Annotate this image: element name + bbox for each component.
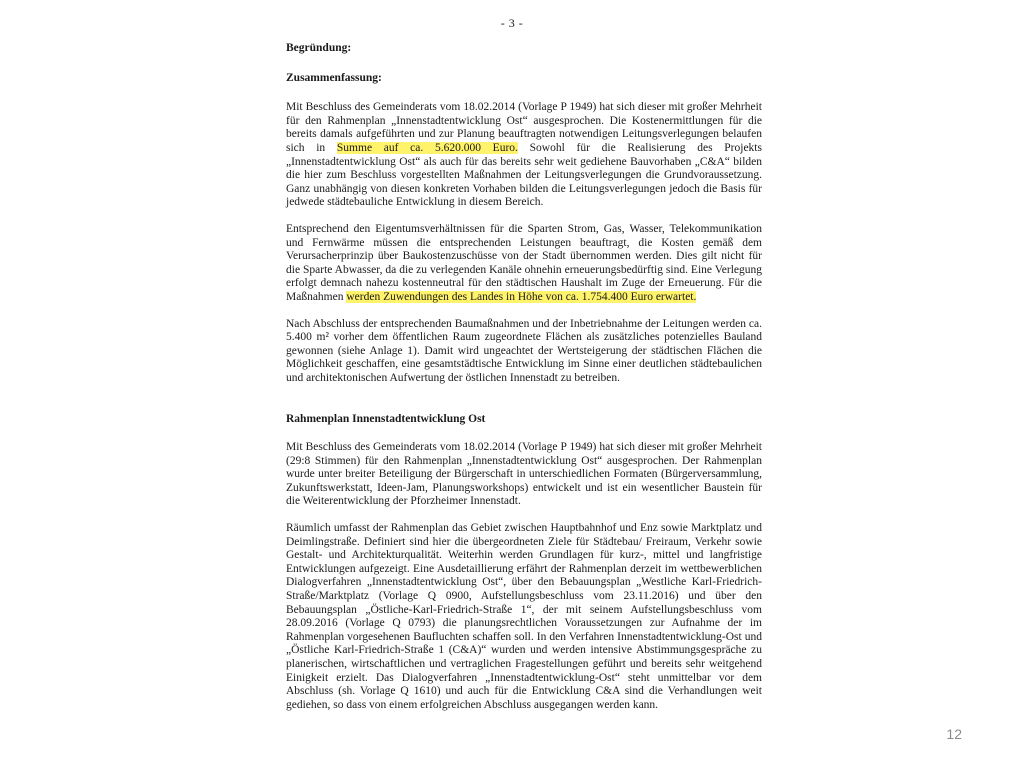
paragraph-summary-text-b: Sowohl für die Realisierung des Projekts „Innenstadtentwicklung Ost“ als auch für das bereits sehr weit gediehene Bauvorhaben „C&A“ bilden die hier zum Beschluss vorgestellten Maßnahmen der Leitungsverlegungen die Grundvoraussetzung. Ganz unabhängig von diesen konkreten Vorhaben bilden die Leitungsverlegungen jedoch die Basis für jedwede städtebauliche Entwicklung in diesem Bereich.: [286, 141, 762, 209]
paragraph-rahmenplan-decision: Mit Beschluss des Gemeinderats vom 18.02.2014 (Vorlage P 1949) hat sich dieser mit großer Mehrheit (29:8 Stimmen) für den Rahmenplan „Innenstadtentwicklung Ost“ ausgesprochen. Der Rahmenplan wurde unter breiter Beteiligung der Bürgerschaft in unterschiedlichen Formaten (Bürgerversammlung, Zukunftswerkstatt, Ideen-Jam, Planungsworkshops) entwickelt und ist ein wesentlicher Baustein für die Weiterentwicklung der Pforzheimer Innenstadt.: [286, 441, 762, 508]
heading-zusammenfassung: Zusammenfassung:: [286, 71, 382, 84]
page-number: - 3 -: [500, 16, 524, 30]
paragraph-rahmenplan-scope: Räumlich umfasst der Rahmenplan das Gebiet zwischen Hauptbahnhof und Enz sowie Marktplatz und Deimlingstraße. Definiert sind hier die übergeordneten Ziele für Städtebau/ Freiraum, Verkehr sowie Gestalt- und Architekturqualität. Weiterhin werden Grundlagen für kurz-, mittel und langfristige Entwicklungen aufgezeigt. Eine Ausdetaillierung erfährt der Rahmenplan derzeit im wettbewerblichen Dialogverfahren „Innenstadtentwicklung Ost“, über den Bebauungsplan „Westliche Karl-Friedrich-Straße/Marktplatz (Vorlage Q 0900, Aufstellungsbeschluss vom 23.11.2016) und über den Bebauungsplan „Östliche-Karl-Friedrich-Straße 1“, der mit seinem Aufstellungsbeschluss vom 28.09.2016 (Vorlage Q 0793) die planungsrechtlichen Voraussetzungen zur Aufnahme der im Rahmenplan vorgesehenen Baufluchten schaffen soll. In den Verfahren Innenstadtentwicklung-Ost und „Östliche Karl-Friedrich-Straße 1 (C&A)“ wurden und werden intensive Abstimmungsgespräche zu planerischen, wirtschaftlichen und vertraglichen Fragestellungen geführt und bereits sehr weitgehend Einigkeit erzielt. Das Dialogverfahren „Innenstadtentwicklung-Ost“ steht unmittelbar vor dem Abschluss (sh. Vorlage Q 1610) und auch für die Entwicklung C&A sind die Verhandlungen weit gediehen, so dass von einem erfolgreichen Abschluss ausgegangen werden kann.: [286, 522, 762, 711]
paragraph-building-land: Nach Abschluss der entsprechenden Baumaßnahmen und der Inbetriebnahme der Leitungen werden ca. 5.400 m² vorher dem öffentlichen Raum zugeordnete Flächen als zusätzliches potenzielles Bauland gewonnen (siehe Anlage 1). Damit wird ungeachtet der Wertsteigerung der städtischen Flächen die Möglichkeit geschaffen, eine gesamtstädtische Entwicklung im Sinne einer deutlichen städtebaulichen und architektonischen Aufwertung der östlichen Innenstadt zu betreiben.: [286, 317, 762, 384]
paragraph-ownership-text: Entsprechend den Eigentumsverhältnissen für die Sparten Strom, Gas, Wasser, Telekommunikation und Fernwärme müssen die entsprechenden Leistungen beauftragt, die Kosten gemäß dem Verursacherprinzip über Baukostenzuschüsse von der Stadt übernommen werden. Dies gilt nicht für die Sparte Abwasser, da die zu verlegenden Kanäle ohnehin erneuerungsbedürftig sind. Eine Verlegung erfolgt demnach nahezu kostenneutral für den städtischen Haushalt im Zuge der Erneuerung. Für die Maßnahmen: [286, 222, 762, 303]
document-body: [286, 42, 762, 725]
heading-begruendung: Begründung:: [286, 42, 352, 54]
slide-number: 12: [946, 726, 962, 742]
paragraph-ownership: [286, 223, 762, 305]
paragraph-summary: [286, 101, 762, 210]
section-title-rahmenplan: Rahmenplan Innenstadtentwicklung Ost: [286, 413, 486, 426]
paragraph-summary-text-a: Mit Beschluss des Gemeinderats vom 18.02.2014 (Vorlage P 1949) hat sich dieser mit großer Mehrheit für den Rahmenplan „Innenstadtentwicklung Ost“ ausgesprochen. Die Kostenermittlungen für die bereits damals aufgeführten und zur Planung beauftragten notwendigen Leitungsverlegungen belaufen sich in: [286, 101, 762, 154]
highlight-total-cost: Summe auf ca. 5.620.000 Euro.: [336, 141, 518, 154]
highlight-state-funding: werden Zuwendungen des Landes in Höhe von ca. 1.754.400 Euro erwartet.: [346, 290, 697, 303]
